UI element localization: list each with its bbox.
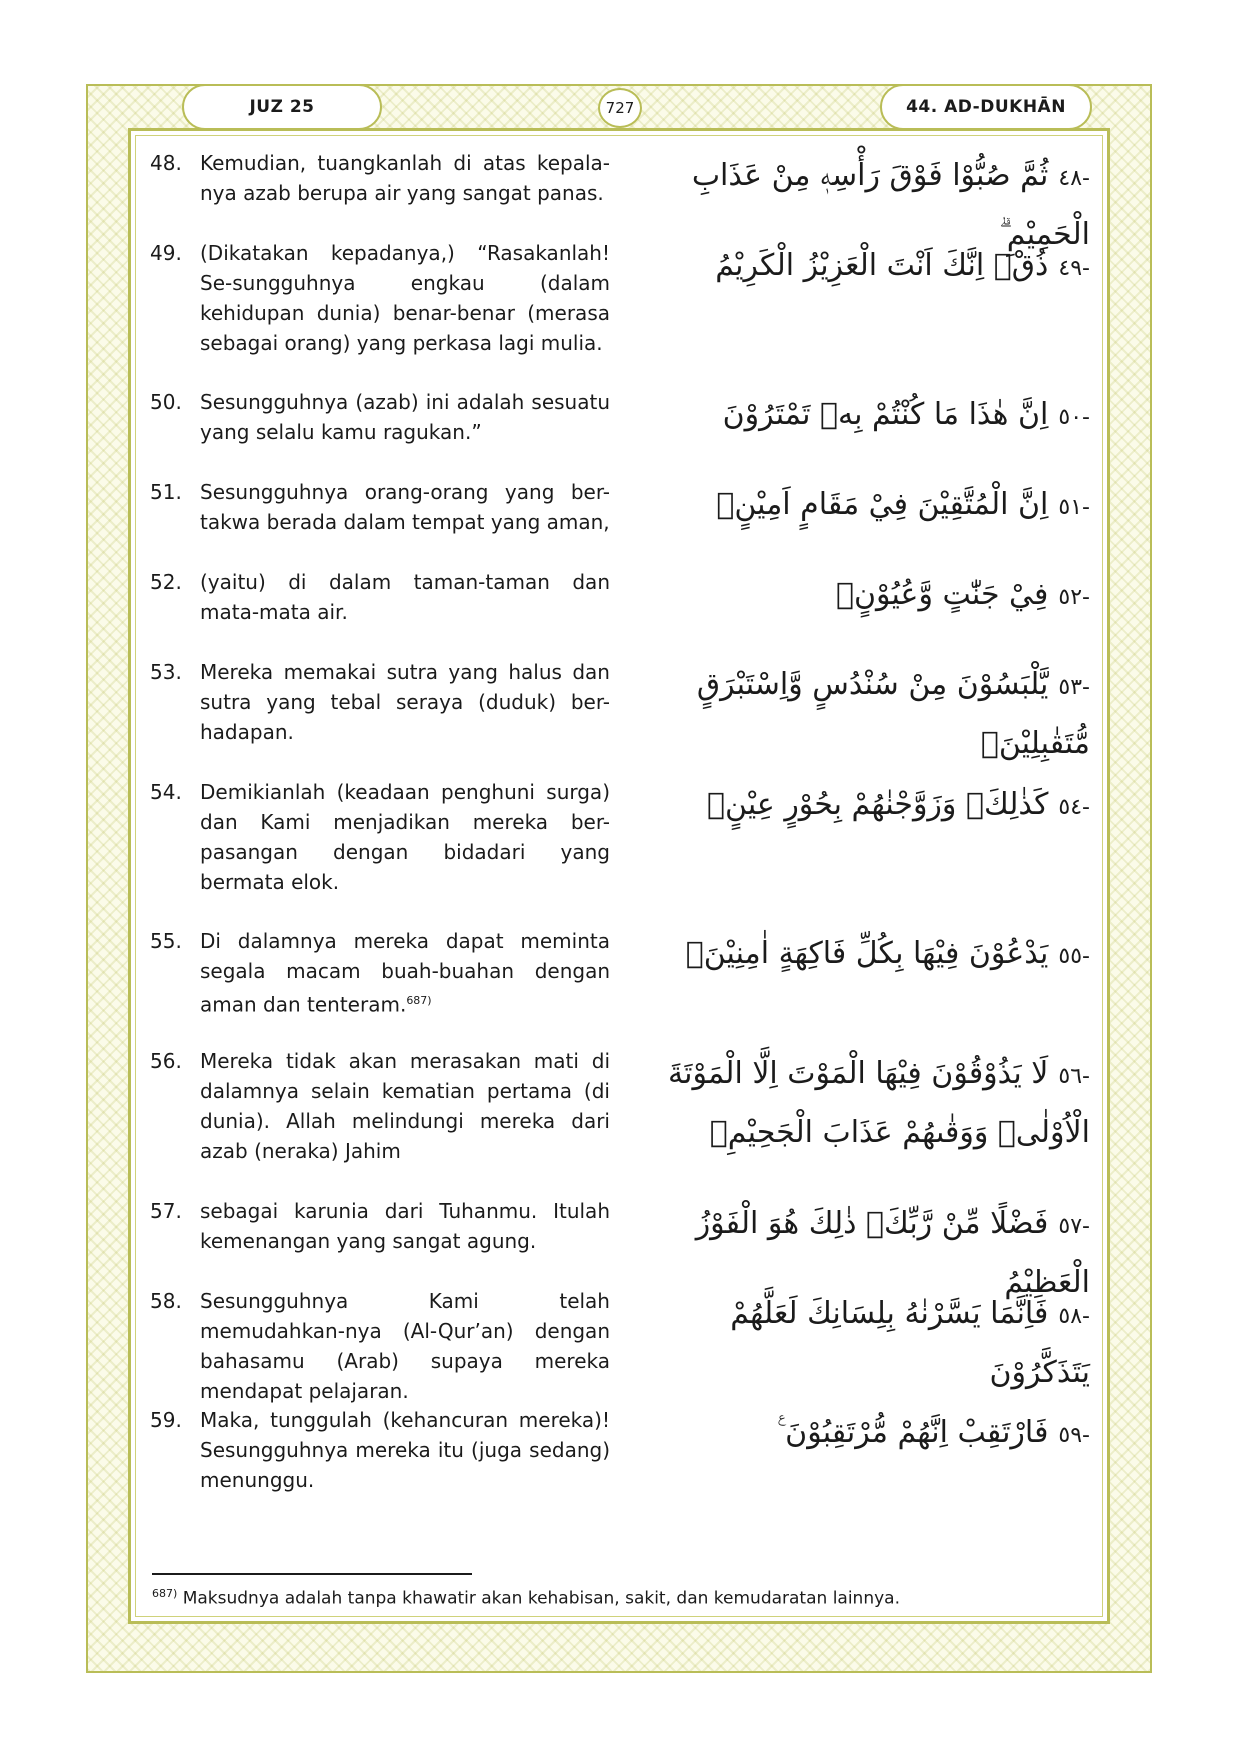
arabic-text: ثُمَّ صُبُّوْا فَوْقَ رَأْسِهٖ مِنْ عَذَابِ الْحَمِيْمِ ۗ [691, 158, 1090, 252]
verse-arabic [630, 1046, 1090, 1161]
arabic-text: اِنَّ هٰذَا مَا كُنْتُمْ بِهٖ تَمْتَرُوْنَ [722, 397, 1049, 432]
arabic-text: يَدْعُوْنَ فِيْهَا بِكُلِّ فَاكِهَةٍ اٰمِنِيْنَۙ [685, 936, 1049, 971]
arabic-text: كَذٰلِكَۗ وَزَوَّجْنٰهُمْ بِحُوْرٍ عِيْنٍۗ [706, 787, 1049, 822]
page-number: 727 [598, 88, 642, 128]
verse-number: 56. [150, 1049, 182, 1073]
arabic-number: -٥٩ [1058, 1423, 1090, 1448]
footnote [152, 1582, 1052, 1611]
verse-arabic [630, 1286, 1090, 1401]
verse-number: 54. [150, 780, 182, 804]
verse-translation: (yaitu) di dalam taman-taman dan mata-mata air. [200, 570, 610, 624]
verse-arabic [630, 657, 1090, 772]
verse-arabic [630, 926, 1090, 985]
verse-translation: Maka, tunggulah (kehancuran mereka)! Sesungguhnya mereka itu (juga sedang) menunggu. [200, 1408, 610, 1492]
arabic-number: -٤٩ [1058, 256, 1090, 281]
arabic-number: -٤٨ [1058, 166, 1090, 191]
arabic-text: فَضْلًا مِّنْ رَّبِّكَۗ ذٰلِكَ هُوَ الْفَوْزُ الْعَظِيْمُ [695, 1206, 1090, 1300]
verse-translation [200, 926, 610, 1020]
verse-translation: Demikianlah (keadaan penghuni surga) dan Kami menjadikan mereka ber-pasangan dengan bidadari yang bermata elok. [200, 780, 610, 894]
surah-title: 44. AD-DUKHĀN [880, 84, 1092, 130]
verse-number: 53. [150, 660, 182, 684]
arabic-number: -٥٨ [1058, 1304, 1090, 1329]
verse-translation: Kemudian, tuangkanlah di atas kepala-nya azab berupa air yang sangat panas. [200, 151, 610, 205]
verse-number: 55. [150, 929, 182, 953]
verse-translation: Mereka tidak akan merasakan mati di dalamnya selain kematian pertama (di dunia). Allah melindungi mereka dari azab (neraka) Jahim [200, 1049, 610, 1163]
verse-number: 50. [150, 390, 182, 414]
verse-number: 51. [150, 480, 182, 504]
verse-translation: Sesungguhnya (azab) ini adalah sesuatu yang selalu kamu ragukan.” [200, 390, 610, 444]
verse-translation: Sesungguhnya orang-orang yang ber-takwa berada dalam tempat yang aman, [200, 480, 610, 534]
verse-number: 48. [150, 151, 182, 175]
verse-translation: (Dikatakan kepadanya,) “Rasakanlah! Se-sungguhnya engkau (dalam kehidupan dunia) benar-benar (merasa sebagai orang) yang perkasa lagi mulia. [200, 241, 610, 355]
verse-number: 59. [150, 1408, 182, 1432]
verse-arabic [630, 777, 1090, 836]
footnote-divider [152, 1573, 472, 1575]
arabic-number: -٥٢ [1058, 585, 1090, 610]
arabic-number: -٥٠ [1058, 405, 1090, 430]
verse-arabic [630, 1405, 1090, 1464]
footnote-mark: 687) [152, 1587, 178, 1600]
verse-arabic [630, 567, 1090, 626]
arabic-number: -٥٧ [1058, 1214, 1090, 1239]
arabic-text: ذُقْۚ اِنَّكَ اَنْتَ الْعَزِيْزُ الْكَرِيْمُ [715, 248, 1049, 283]
verse-arabic [630, 387, 1090, 446]
arabic-number: -٥٥ [1058, 944, 1090, 969]
verse-number: 52. [150, 570, 182, 594]
verse-arabic [630, 477, 1090, 536]
translation-text: Di dalamnya mereka dapat meminta segala macam buah-buahan dengan aman dan tenteram. [200, 929, 610, 1017]
arabic-text: فِيْ جَنّٰتٍ وَّعُيُوْنٍۙ [835, 577, 1049, 612]
verse-translation: sebagai karunia dari Tuhanmu. Itulah kemenangan yang sangat agung. [200, 1199, 610, 1253]
arabic-text: فَارْتَقِبْ اِنَّهُمْ مُّرْتَقِبُوْنَ ࣖ [777, 1415, 1049, 1450]
verse-arabic [630, 238, 1090, 297]
footnote-ref: 687) [406, 994, 432, 1007]
verse-translation: Mereka memakai sutra yang halus dan sutra yang tebal seraya (duduk) ber-hadapan. [200, 660, 610, 744]
verse-number: 49. [150, 241, 182, 265]
verse-number: 58. [150, 1289, 182, 1313]
arabic-text: فَاِنَّمَا يَسَّرْنٰهُ بِلِسَانِكَ لَعَلَّهُمْ يَتَذَكَّرُوْنَ [730, 1296, 1090, 1390]
arabic-text: لَا يَذُوْقُوْنَ فِيْهَا الْمَوْتَ اِلَّا الْمَوْتَةَ الْاُوْلٰىۚ وَوَقٰىهُمْ عَذَابَ الْجَحِيْمِۙ [668, 1056, 1090, 1150]
footnote-text: Maksudnya adalah tanpa khawatir akan kehabisan, sakit, dan kemudaratan lainnya. [182, 1588, 900, 1609]
arabic-text: اِنَّ الْمُتَّقِيْنَ فِيْ مَقَامٍ اَمِيْنٍۙ [716, 487, 1049, 522]
arabic-number: -٥٣ [1058, 675, 1090, 700]
arabic-number: -٥٦ [1058, 1064, 1090, 1089]
arabic-text: يَّلْبَسُوْنَ مِنْ سُنْدُسٍ وَّاِسْتَبْرَقٍ مُّتَقٰبِلِيْنَۚ [696, 667, 1090, 761]
verse-translation: Sesungguhnya Kami telah memudahkan-nya (Al-Qur’an) dengan bahasamu (Arab) supaya mereka mendapat pelajaran. [200, 1289, 610, 1403]
arabic-number: -٥١ [1058, 495, 1090, 520]
juz-label: JUZ 25 [182, 84, 382, 130]
arabic-number: -٥٤ [1058, 795, 1090, 820]
verse-number: 57. [150, 1199, 182, 1223]
